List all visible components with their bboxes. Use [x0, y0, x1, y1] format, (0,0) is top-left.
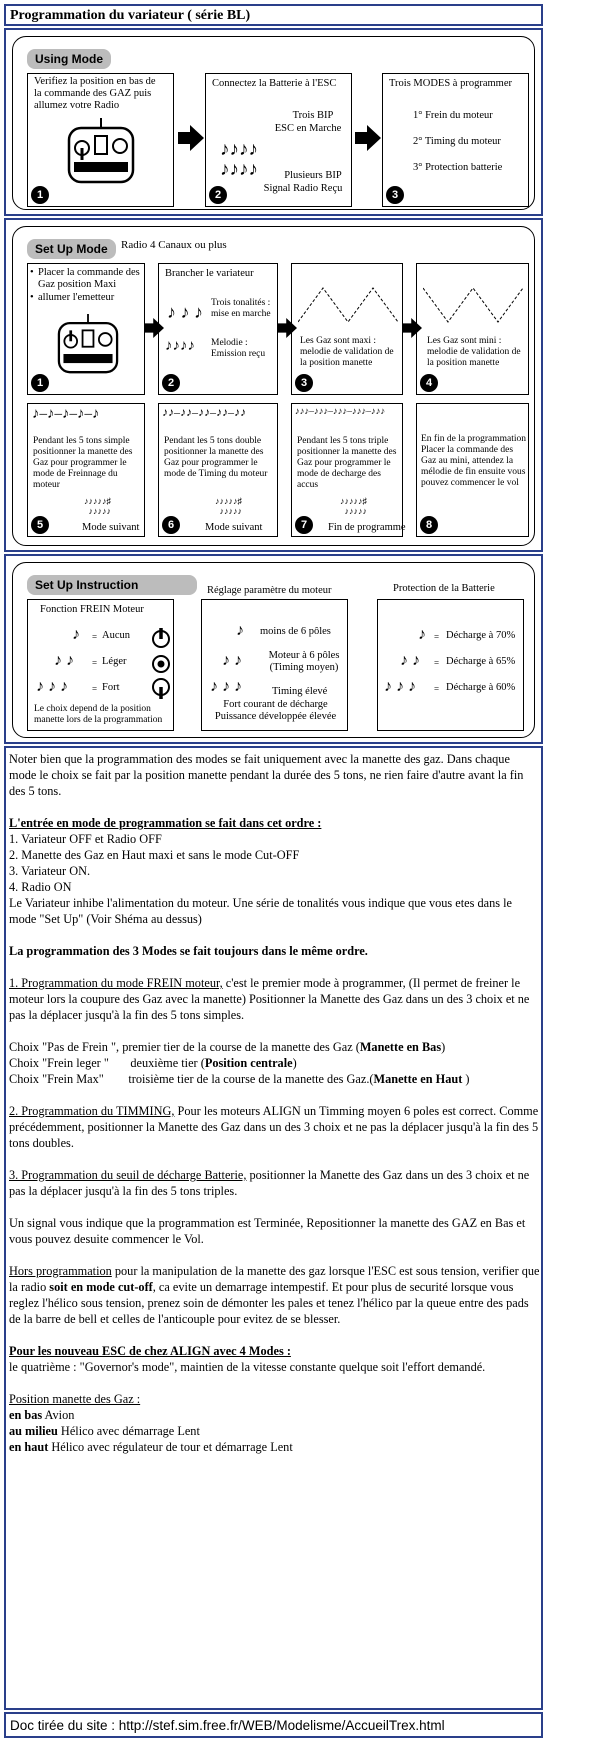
- music-notes-icon: ♪ ♪ ♪: [36, 678, 68, 695]
- melody-zigzag-icon: [298, 284, 398, 324]
- page: [2, 0, 545, 1743]
- step-number-1: 1: [31, 186, 49, 204]
- choice-1-end: ): [441, 1040, 446, 1054]
- finish-note: Un signal vous indique que la programmation est Terminée, Repositionner la manette des GAZ en Bas et vous pouvez desuite commencer le Vol.: [9, 1216, 526, 1246]
- choice-2-end: ): [292, 1056, 297, 1070]
- setup-instruction-label: Set Up Instruction: [27, 575, 197, 595]
- single-tones-icon: ♪–♪–♪–♪–♪: [32, 406, 100, 422]
- position-3-text: Hélico avec régulateur de tour et démarrage Lent: [48, 1440, 293, 1454]
- setup-note: Le Variateur inhibe l'alimentation du moteur. Une série de tonalités vous indique que vous etes dans le mode "Set Up" (Voir Shéma au dessus): [9, 896, 512, 926]
- setup-box-2-b: Melodie : Emission reçu: [211, 338, 266, 359]
- motor-param-d: Fort courant de décharge: [223, 699, 328, 710]
- equals-sign: =: [92, 684, 98, 694]
- music-note-icon: ♪: [418, 626, 426, 643]
- music-note-icon: ♪: [72, 626, 80, 643]
- entry-step-1: 1. Variateur OFF et Radio OFF: [9, 832, 162, 846]
- setup-box-8: [416, 403, 529, 537]
- order-heading: La programmation des 3 Modes se fait toujours dans le même ordre.: [9, 944, 368, 958]
- mode-2-text: Pour les moteurs ALIGN un Timming moyen 6 poles est correct. Comme précédemment, positionner la Manette des Gaz dans un des 3 choix et ne pas la déplacer jusqu'à la fin des 5 tons doubles.: [9, 1104, 539, 1150]
- music-notes-icon: ♪ ♪: [54, 652, 74, 669]
- governor-note: le quatrième : "Governor's mode", maintien de la vitesse constante quelque soit l'effort demandé.: [9, 1360, 486, 1374]
- setup-box-3-text: Les Gaz sont maxi : melodie de validation de la position manette: [300, 336, 394, 368]
- setup-box-2-a: Trois tonalités : mise en marche: [211, 298, 271, 319]
- using-mode-frame: [12, 36, 535, 210]
- equals-sign: =: [434, 658, 440, 668]
- position-2: [9, 1423, 540, 1439]
- music-notes-icon: ♪ ♪ ♪: [167, 302, 203, 322]
- radio-transmitter-icon: [66, 118, 136, 184]
- position-1-text: Avion: [42, 1408, 75, 1422]
- setup-box-5-text: Pendant les 5 tons simple positionner la manette des Gaz pour programmer le mode de Freinnage du moteur: [33, 436, 133, 490]
- using-box-2: [205, 73, 352, 207]
- motor-param-box: [201, 599, 348, 731]
- safety-text-c: , ca evite un demarrage intempestif. Et pour plus de securité lorsque vous reglez l'hélico sous tension, prenez soin de démonter les pales et tenez l'hélico par la queue entre des pads de la barre de bell et celles de l'anticouple pour evitez de se blesser.: [9, 1280, 529, 1326]
- battery-box: [377, 599, 524, 731]
- setup-mode-subtitle: Radio 4 Canaux ou plus: [121, 239, 227, 251]
- step-number-6: 6: [162, 516, 180, 534]
- setup-box-3: [291, 263, 403, 395]
- setup-box-8-text: En fin de la programmation Placer la commande des Gaz au mini, attendez la mélodie de fin ensuite vous pouvez commencer le vol: [421, 434, 526, 488]
- entry-heading: L'entrée en mode de programmation se fait dans cet ordre :: [9, 816, 322, 830]
- setup-box-5-foot: Mode suivant: [82, 522, 140, 533]
- arrow-right-icon: [178, 125, 204, 151]
- using-box-3-title: Trois MODES à programmer: [389, 78, 512, 89]
- using-box-3-item-2: 2° Timing du moteur: [413, 136, 501, 147]
- notes-intro: Noter bien que la programmation des modes se fait uniquement avec la manette des gaz. Dans chaque mode le choix se fait par la position manette pendant la durée des 5 tons, ne rien faire d'autre avant la fin des 5 tons.: [9, 752, 524, 798]
- step-number-1: 1: [31, 374, 49, 392]
- choice-3: [9, 1071, 540, 1087]
- mode-1-paragraph: [9, 975, 540, 1023]
- notes-panel: [4, 746, 543, 1710]
- using-box-2-a: Trois BIP: [292, 110, 334, 121]
- music-notes-icon: ♪♪♪♪♪♯ ♪♪♪♪♪: [215, 496, 242, 517]
- mode-1-heading: 1. Programmation du mode FREIN moteur,: [9, 976, 223, 990]
- entry-step-3: 3. Variateur ON.: [9, 864, 91, 878]
- motor-param-e: Puissance développée élevée: [214, 711, 337, 722]
- choice-2: [9, 1055, 540, 1071]
- setup-box-7-foot: Fin de programme: [328, 522, 406, 533]
- bullet-icon: •: [30, 267, 34, 278]
- motor-param-a: moins de 6 pôles: [260, 626, 331, 637]
- mode-1-text: c'est le premier mode à programmer, (Il permet de freiner le moteur lors la coupure des Gaz avec la manette) Positionner la Manette des Gaz dans un des 3 choix et ne pas la déplacer jusqu'à la fin des 5 tons simples.: [9, 976, 530, 1022]
- double-tones-icon: ♪♪–♪♪–♪♪–♪♪–♪♪: [162, 405, 246, 419]
- setup-box-1: [27, 263, 145, 395]
- equals-sign: =: [92, 658, 98, 668]
- using-box-2-title: Connectez la Batterie à l'ESC: [212, 78, 337, 89]
- position-heading: Position manette des Gaz :: [9, 1392, 141, 1406]
- motor-param-title: Réglage paramètre du moteur: [207, 585, 332, 596]
- using-box-3-item-3: 3° Protection batterie: [413, 162, 503, 173]
- choice-3-end: ): [462, 1072, 470, 1086]
- setup-box-2: [158, 263, 278, 395]
- position-2-text: Hélico avec démarrage Lent: [57, 1424, 200, 1438]
- using-box-3-item-1: 1° Frein du moteur: [413, 110, 493, 121]
- mode-3-text: positionner la Manette des Gaz dans un des 3 choix et ne pas la déplacer jusqu'à la fin des 5 tons triples.: [9, 1168, 530, 1198]
- safety-heading: Hors programmation: [9, 1264, 112, 1278]
- step-number-8: 8: [420, 516, 438, 534]
- triple-tones-icon: ♪♪♪–♪♪♪–♪♪♪–♪♪♪–♪♪♪: [295, 407, 386, 417]
- page-title: Programmation du variateur ( série BL): [4, 4, 543, 26]
- step-number-4: 4: [420, 374, 438, 392]
- stick-down-icon: [150, 678, 172, 700]
- position-3-label: en haut: [9, 1440, 49, 1454]
- music-notes-icon: ♪ ♪: [400, 652, 420, 669]
- using-mode-panel: [4, 28, 543, 216]
- using-box-1: [27, 73, 174, 207]
- setup-box-5: [27, 403, 145, 537]
- equals-sign: =: [434, 632, 440, 642]
- step-number-7: 7: [295, 516, 313, 534]
- frein-title: Fonction FREIN Moteur: [40, 604, 144, 615]
- notes-body: [9, 751, 540, 1455]
- using-box-1-text: Verifiez la position en bas de la commande des GAZ puis allumez votre Radio: [34, 76, 156, 112]
- mode-3-paragraph: [9, 1167, 540, 1199]
- choice-1: [9, 1039, 540, 1055]
- equals-sign: =: [434, 684, 440, 694]
- frein-item-3: Fort: [102, 682, 120, 693]
- radio-transmitter-icon: [56, 314, 120, 374]
- choice-1-bold: Manette en Bas: [359, 1040, 442, 1054]
- music-notes-icon: ♪♪♪♪♪♯ ♪♪♪♪♪: [84, 496, 111, 517]
- motor-param-c: Timing élevé: [272, 686, 328, 697]
- step-number-3: 3: [386, 186, 404, 204]
- music-note-icon: ♪: [236, 622, 244, 639]
- equals-sign: =: [92, 632, 98, 642]
- frein-item-1: Aucun: [102, 630, 130, 641]
- using-box-2-c: Plusieurs BIP: [284, 170, 342, 181]
- setup-instruction-panel: [4, 554, 543, 744]
- frein-item-2: Léger: [102, 656, 127, 667]
- step-number-2: 2: [162, 374, 180, 392]
- stick-center-icon: [150, 653, 172, 675]
- music-notes-icon: ♪ ♪ ♪: [210, 678, 242, 695]
- setup-box-6-foot: Mode suivant: [205, 522, 263, 533]
- setup-box-1-a: Placer la commande des Gaz position Maxi: [38, 267, 140, 291]
- music-notes-icon: ♪ ♪ ♪: [384, 678, 416, 695]
- frein-box: [27, 599, 174, 731]
- position-1: [9, 1407, 540, 1423]
- mode-2-paragraph: [9, 1103, 540, 1151]
- choice-2-text: Choix "Frein leger " deuxième tier (: [9, 1056, 205, 1070]
- melody-zigzag-icon: [423, 284, 523, 324]
- setup-box-2-title: Brancher le variateur: [165, 268, 254, 279]
- battery-item-1: Décharge à 70%: [446, 630, 516, 641]
- stick-up-icon: [150, 626, 172, 648]
- setup-mode-panel: [4, 218, 543, 552]
- position-3: [9, 1439, 540, 1455]
- using-box-2-d: Signal Radio Reçu: [263, 183, 343, 194]
- mode-2-heading: 2. Programmation du TIMMING,: [9, 1104, 175, 1118]
- safety-bold: soit en mode cut-off: [49, 1280, 153, 1294]
- position-2-label: au milieu: [9, 1424, 58, 1438]
- arrow-right-icon: [355, 125, 381, 151]
- choice-1-text: Choix "Pas de Frein ", premier tier de la course de la manette des Gaz (: [9, 1040, 360, 1054]
- music-notes-icon: ♪♪♪♪♪♯ ♪♪♪♪♪: [340, 496, 367, 517]
- battery-item-2: Décharge à 65%: [446, 656, 516, 667]
- setup-box-6: [158, 403, 278, 537]
- music-notes-icon: ♪♪♪♪ ♪♪♪♪: [220, 139, 258, 180]
- motor-param-b: Moteur à 6 pôles (Timing moyen): [268, 650, 340, 674]
- setup-instruction-frame: [12, 562, 535, 738]
- entry-step-4: 4. Radio ON: [9, 880, 72, 894]
- setup-mode-label: Set Up Mode: [27, 239, 116, 259]
- entry-step-2: 2. Manette des Gaz en Haut maxi et sans le mode Cut-OFF: [9, 848, 300, 862]
- setup-box-1-b: allumer l'emetteur: [38, 292, 115, 303]
- using-mode-label: Using Mode: [27, 49, 111, 69]
- setup-box-6-text: Pendant les 5 tons double positionner la manette des Gaz pour programmer le mode de Timing du moteur: [164, 436, 268, 479]
- music-notes-icon: ♪ ♪: [222, 652, 242, 669]
- frein-note: Le choix depend de la position manette lors de la programmation: [34, 704, 163, 725]
- choice-3-text: Choix "Frein Max" troisième tier de la course de la manette des Gaz.(: [9, 1072, 374, 1086]
- music-notes-icon: ♪♪♪♪: [165, 338, 195, 354]
- setup-box-7-text: Pendant les 5 tons triple positionner la manette des Gaz pour programmer le mode de decharge des accus: [297, 436, 397, 490]
- battery-item-3: Décharge à 60%: [446, 682, 516, 693]
- choice-3-bold: Manette en Haut: [373, 1072, 463, 1086]
- step-number-5: 5: [31, 516, 49, 534]
- safety-paragraph: [9, 1263, 540, 1327]
- align-heading: Pour les nouveau ESC de chez ALIGN avec 4 Modes :: [9, 1344, 291, 1358]
- source-footer: Doc tirée du site : http://stef.sim.free.fr/WEB/Modelisme/AccueilTrex.html: [4, 1712, 543, 1738]
- choice-2-bold: Position centrale: [204, 1056, 293, 1070]
- mode-3-heading: 3. Programmation du seuil de décharge Batterie,: [9, 1168, 247, 1182]
- safety-text-a: pour la manipulation de la manette des gaz lorsque l'ESC est sous tension, verifier que la radio: [9, 1264, 540, 1294]
- setup-box-7: [291, 403, 406, 537]
- setup-mode-frame: [12, 226, 535, 546]
- step-number-3: 3: [295, 374, 313, 392]
- setup-box-4-text: Les Gaz sont mini : melodie de validation de la position manette: [427, 336, 521, 368]
- bullet-icon: •: [30, 292, 34, 303]
- using-box-2-b: ESC en Marche: [274, 123, 342, 134]
- battery-title: Protection de la Batterie: [393, 583, 495, 594]
- setup-box-4: [416, 263, 529, 395]
- position-1-label: en bas: [9, 1408, 43, 1422]
- step-number-2: 2: [209, 186, 227, 204]
- using-box-3: [382, 73, 529, 207]
